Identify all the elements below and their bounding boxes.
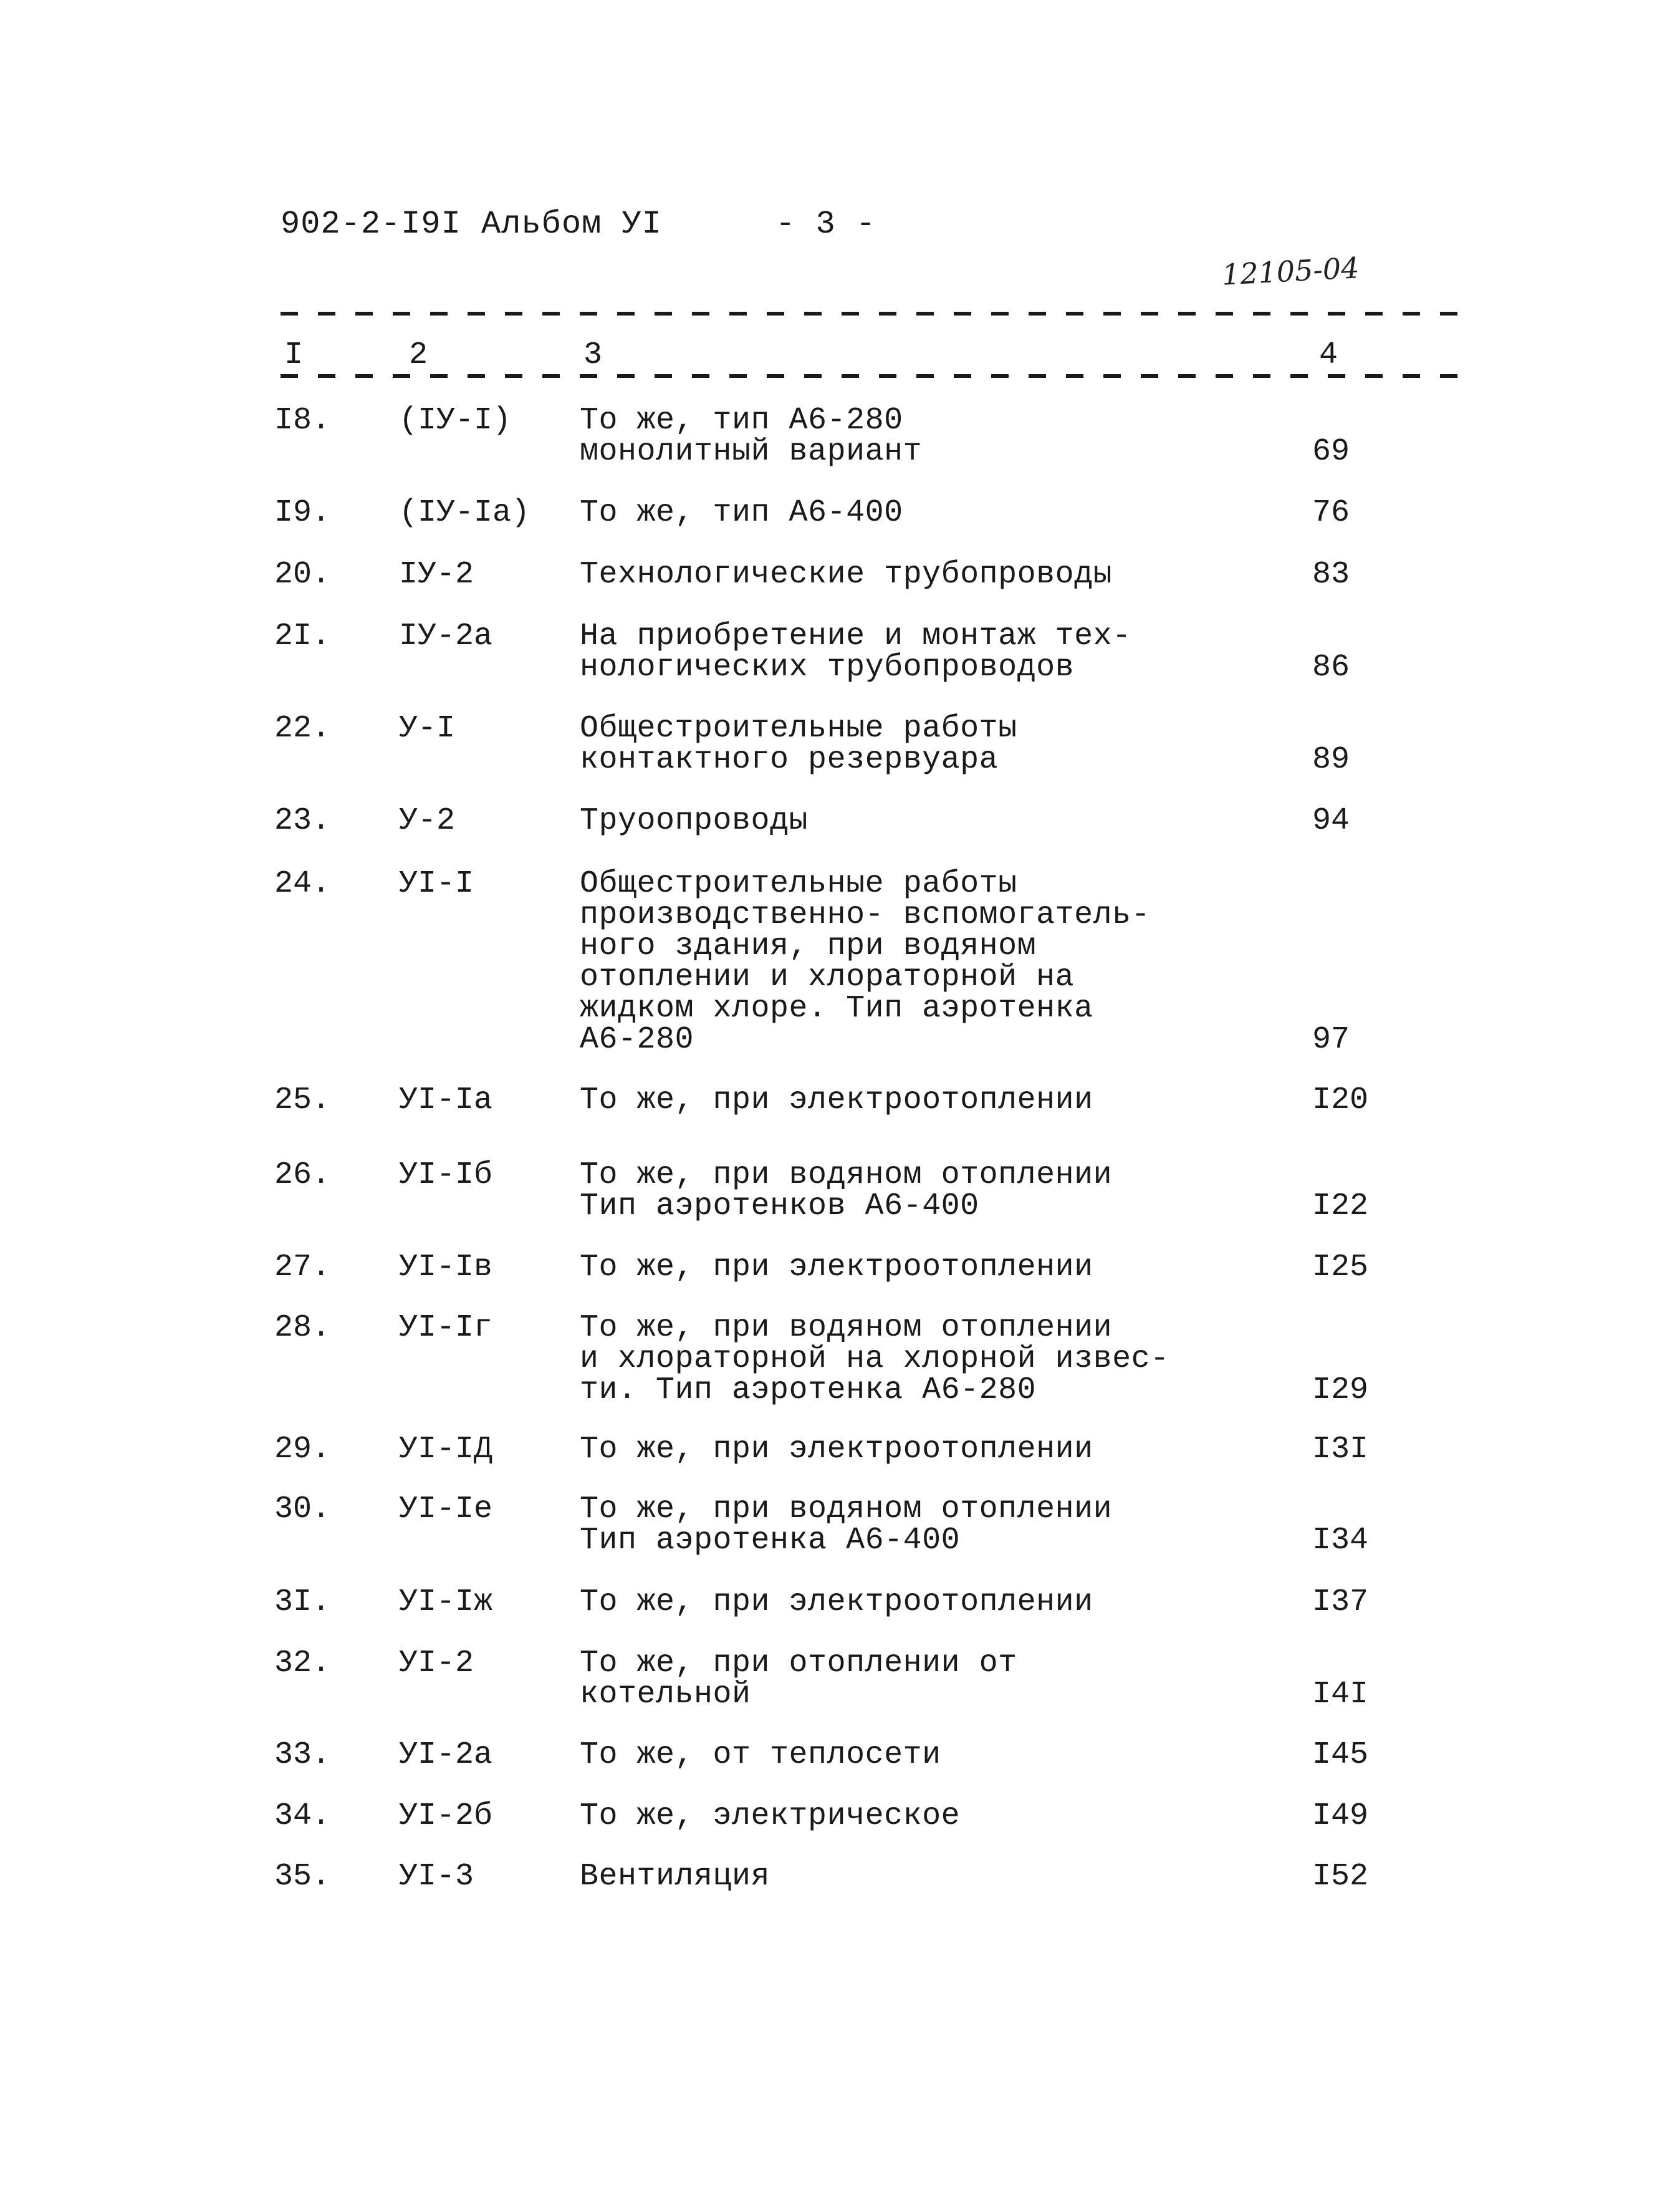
page-number: - 3 - <box>775 206 876 243</box>
row-number: 35. <box>274 1859 331 1894</box>
row-number: 25. <box>274 1082 331 1118</box>
row-code: IУ-2 <box>399 557 474 592</box>
row-page: I3I <box>1312 1432 1369 1467</box>
row-title: То же, при водяном отоплении Тип аэротенка А6-400 <box>580 1492 1113 1558</box>
row-page: I4I <box>1312 1677 1369 1712</box>
column-header-1: I <box>281 340 307 371</box>
row-code: УI-IД <box>399 1432 493 1467</box>
row-code: УI-2а <box>399 1737 493 1773</box>
row-title: То же, тип А6-280 монолитный вариант <box>580 403 923 470</box>
row-page: I37 <box>1312 1584 1369 1620</box>
row-page: I25 <box>1312 1250 1369 1285</box>
row-page: 83 <box>1312 557 1350 592</box>
row-number: 3I. <box>274 1584 331 1620</box>
row-code: (IУ-Iа) <box>399 495 530 531</box>
row-page: I52 <box>1312 1859 1369 1894</box>
dashed-rule-top <box>281 312 1465 316</box>
column-header-4: 4 <box>1315 340 1342 371</box>
page-header <box>281 206 876 243</box>
row-page: I20 <box>1312 1082 1369 1118</box>
row-code: УI-Iв <box>399 1250 493 1285</box>
row-code: IУ-2а <box>399 619 493 654</box>
dashed-rule-header <box>281 374 1465 378</box>
row-title: То же, при отоплении от котельной <box>580 1646 1017 1712</box>
row-code: (IУ-I) <box>399 403 512 438</box>
row-number: 22. <box>274 711 331 746</box>
row-title: То же, при электроотоплении <box>580 1584 1093 1620</box>
row-number: 29. <box>274 1432 331 1467</box>
row-title: То же, электрическое <box>580 1798 961 1834</box>
row-page: I34 <box>1312 1523 1369 1558</box>
row-code: УI-2б <box>399 1798 493 1834</box>
row-code: УI-2 <box>399 1646 474 1681</box>
row-page: 97 <box>1312 1022 1350 1058</box>
row-page: 86 <box>1312 650 1350 685</box>
row-number: 32. <box>274 1646 331 1681</box>
row-code: УI-Iж <box>399 1584 493 1620</box>
row-page: I49 <box>1312 1798 1369 1834</box>
row-title: Общестроительные работы контактного резервуара <box>580 711 1017 778</box>
row-code: УI-Iа <box>399 1082 493 1118</box>
row-title: То же, тип А6-400 <box>580 495 903 531</box>
row-title: То же, при водяном отоплении и хлораторной на хлорной извес- ти. Тип аэротенка А6-280 <box>580 1310 1169 1408</box>
row-number: 26. <box>274 1157 331 1193</box>
row-code: УI-Iб <box>399 1157 493 1193</box>
row-page: I45 <box>1312 1737 1369 1773</box>
row-code: УI-Iе <box>399 1492 493 1527</box>
row-number: 23. <box>274 803 331 839</box>
row-page: 94 <box>1312 803 1350 839</box>
row-code: УI-I <box>399 866 474 902</box>
row-code: УI-3 <box>399 1859 474 1894</box>
row-title: Технологические трубопроводы <box>580 557 1113 592</box>
row-number: 30. <box>274 1492 331 1527</box>
row-title: На приобретение и монтаж тех- нологических трубопроводов <box>580 619 1131 685</box>
row-number: 33. <box>274 1737 331 1773</box>
row-page: 69 <box>1312 434 1350 470</box>
document-code: 902-2-I9I Альбом УI <box>281 206 662 243</box>
row-code: У-2 <box>399 803 456 839</box>
row-page: I29 <box>1312 1372 1369 1408</box>
row-number: 27. <box>274 1250 331 1285</box>
row-title: То же, от теплосети <box>580 1737 941 1773</box>
row-title: Вентиляция <box>580 1859 770 1894</box>
column-header-3: 3 <box>580 340 606 371</box>
row-number: 20. <box>274 557 331 592</box>
column-header-2: 2 <box>405 340 431 371</box>
row-number: 2I. <box>274 619 331 654</box>
row-title: То же, при электроотоплении <box>580 1082 1093 1118</box>
row-title: Общестроительные работы производственно- вспомогатель- ного здания, при водяном отоплении и хлораторной на жидком хлоре. Тип аэротенка А6-280 <box>580 866 1151 1058</box>
row-title: То же, при водяном отоплении Тип аэротенков А6-400 <box>580 1157 1113 1224</box>
row-number: I8. <box>274 403 331 438</box>
row-number: 28. <box>274 1310 331 1346</box>
row-code: У-I <box>399 711 456 746</box>
handwritten-note: 12105-04 <box>1221 251 1360 292</box>
row-title: То же, при электроотоплении <box>580 1432 1093 1467</box>
row-number: 24. <box>274 866 331 902</box>
row-code: УI-Iг <box>399 1310 493 1346</box>
row-page: I22 <box>1312 1188 1369 1224</box>
row-title: То же, при электроотоплении <box>580 1250 1093 1285</box>
row-title: Труоопроводы <box>580 803 809 839</box>
row-page: 76 <box>1312 495 1350 531</box>
row-number: I9. <box>274 495 331 531</box>
row-number: 34. <box>274 1798 331 1834</box>
row-page: 89 <box>1312 742 1350 778</box>
